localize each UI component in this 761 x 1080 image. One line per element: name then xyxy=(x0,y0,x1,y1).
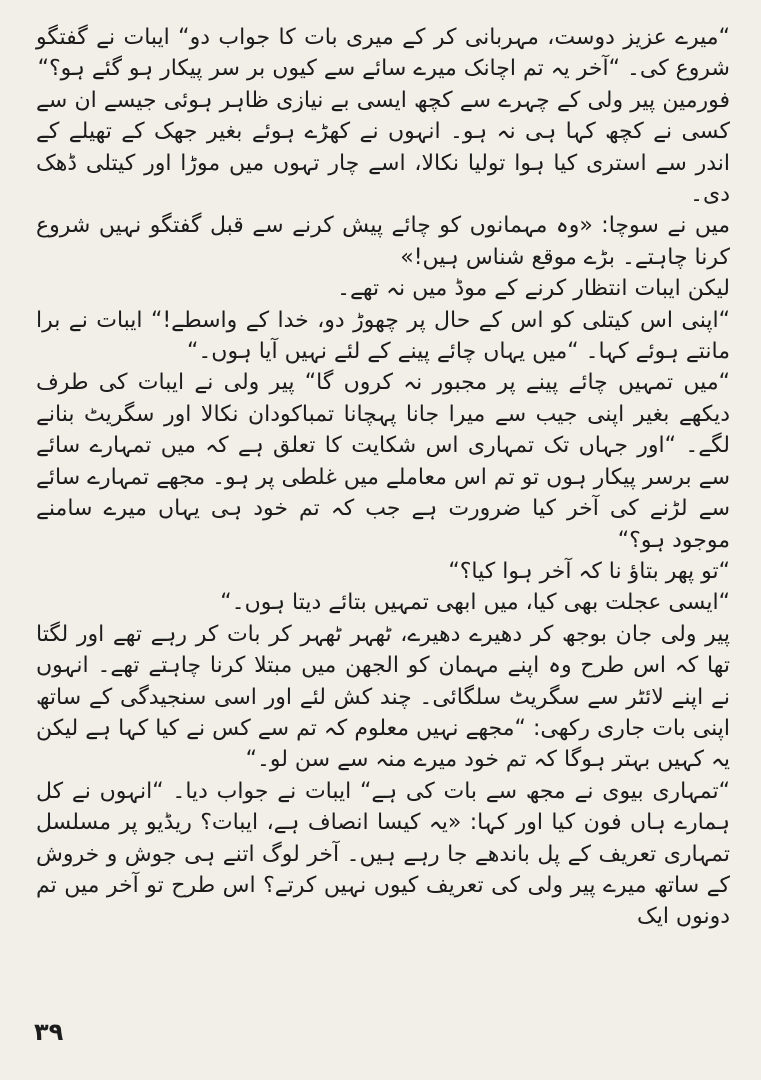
body-text xyxy=(36,22,730,933)
paragraph: فورمین پیر ولی کے چہرے سے کچھ ایسی بے نیازی ظاہر ہوئی جیسے ان سے کسی نے کچھ کہا ہی نہ ہو۔ انہوں نے کھڑے ہوئے بغیر جھک کے تھیلے کے اندر سے استری کیا ہوا تولیا نکالا، اسے چار تہوں میں موڑا اور کیتلی ڈھک دی۔ xyxy=(36,87,730,208)
paragraph: “تمہاری بیوی نے مجھ سے بات کی ہے“ ایبات نے جواب دیا۔ “انہوں نے کل ہمارے ہاں فون کیا اور کہا: «یہ کیسا انصاف ہے، ایبات؟ ریڈیو پر مسلسل تمہاری تعریف کے پل باندھے جا رہے ہیں۔ آخر لوگ اتنے ہی جوش و خروش کے ساتھ میرے پیر ولی کی تعریف کیوں نہیں کرتے؟ اس طرح تو آخر میں تم دونوں ایک xyxy=(36,778,730,930)
paragraph: میں نے سوچا: «وہ مہمانوں کو چائے پیش کرنے سے قبل گفتگو نہیں شروع کرنا چاہتے۔ بڑے موقع شناس ہیں!» xyxy=(36,213,730,270)
paragraph: “اپنی اس کیتلی کو اس کے حال پر چھوڑ دو، خدا کے واسطے!“ ایبات نے برا مانتے ہوئے کہا۔ “میں یہاں چائے پینے کے لئے نہیں آیا ہوں۔“ xyxy=(36,307,730,365)
page-number: ۳۹ xyxy=(34,1018,64,1046)
paragraph: “تو پھر بتاؤ نا کہ آخر ہوا کیا؟“ xyxy=(448,558,730,584)
paragraph: پیر ولی جان بوجھ کر دھیرے دھیرے، ٹھہر ٹھہر کر بات کر رہے تھے اور لگتا تھا کہ اس طرح وہ اپنے مہمان کو الجھن میں مبتلا کرنا چاہتے تھے۔ انہوں نے اپنے لائٹر سے سگریٹ سلگائی۔ چند کش لئے اور اسی سنجیدگی کے ساتھ اپنی بات جاری رکھی: “مجھے نہیں معلوم کہ تم سے کس نے کیا کہا ہے لیکن یہ کہیں بہتر ہوگا کہ تم خود میرے منہ سے سن لو۔“ xyxy=(36,621,730,773)
paragraph: “میں تمہیں چائے پینے پر مجبور نہ کروں گا“ پیر ولی نے ایبات کی طرف دیکھے بغیر اپنی جیب سے میرا جانا پہچانا تمباکودان نکالا اور سگریٹ بنانے لگے۔ “اور جہاں تک تمہاری اس شکایت کا تعلق ہے کہ میں تمہارے سائے سے برسر پیکار ہوں تو تم اس معاملے میں غلطی پر ہو۔ مجھے تمہارے سائے سے لڑنے کی آخر کیا ضرورت ہے جب کہ تم خود ہی یہاں میرے سامنے موجود ہو؟“ xyxy=(36,370,730,553)
paragraph: “میرے عزیز دوست، مہربانی کر کے میری بات کا جواب دو“ ایبات نے گفتگو شروع کی۔ “آخر یہ تم اچانک میرے سائے سے کیوں بر سر پیکار ہو گئے ہو؟“ xyxy=(36,25,730,82)
paragraph: لیکن ایبات انتظار کرنے کے موڈ میں نہ تھے۔ xyxy=(337,276,730,302)
paragraph: “ایسی عجلت بھی کیا، میں ابھی تمہیں بتائے دیتا ہوں۔“ xyxy=(220,590,730,616)
